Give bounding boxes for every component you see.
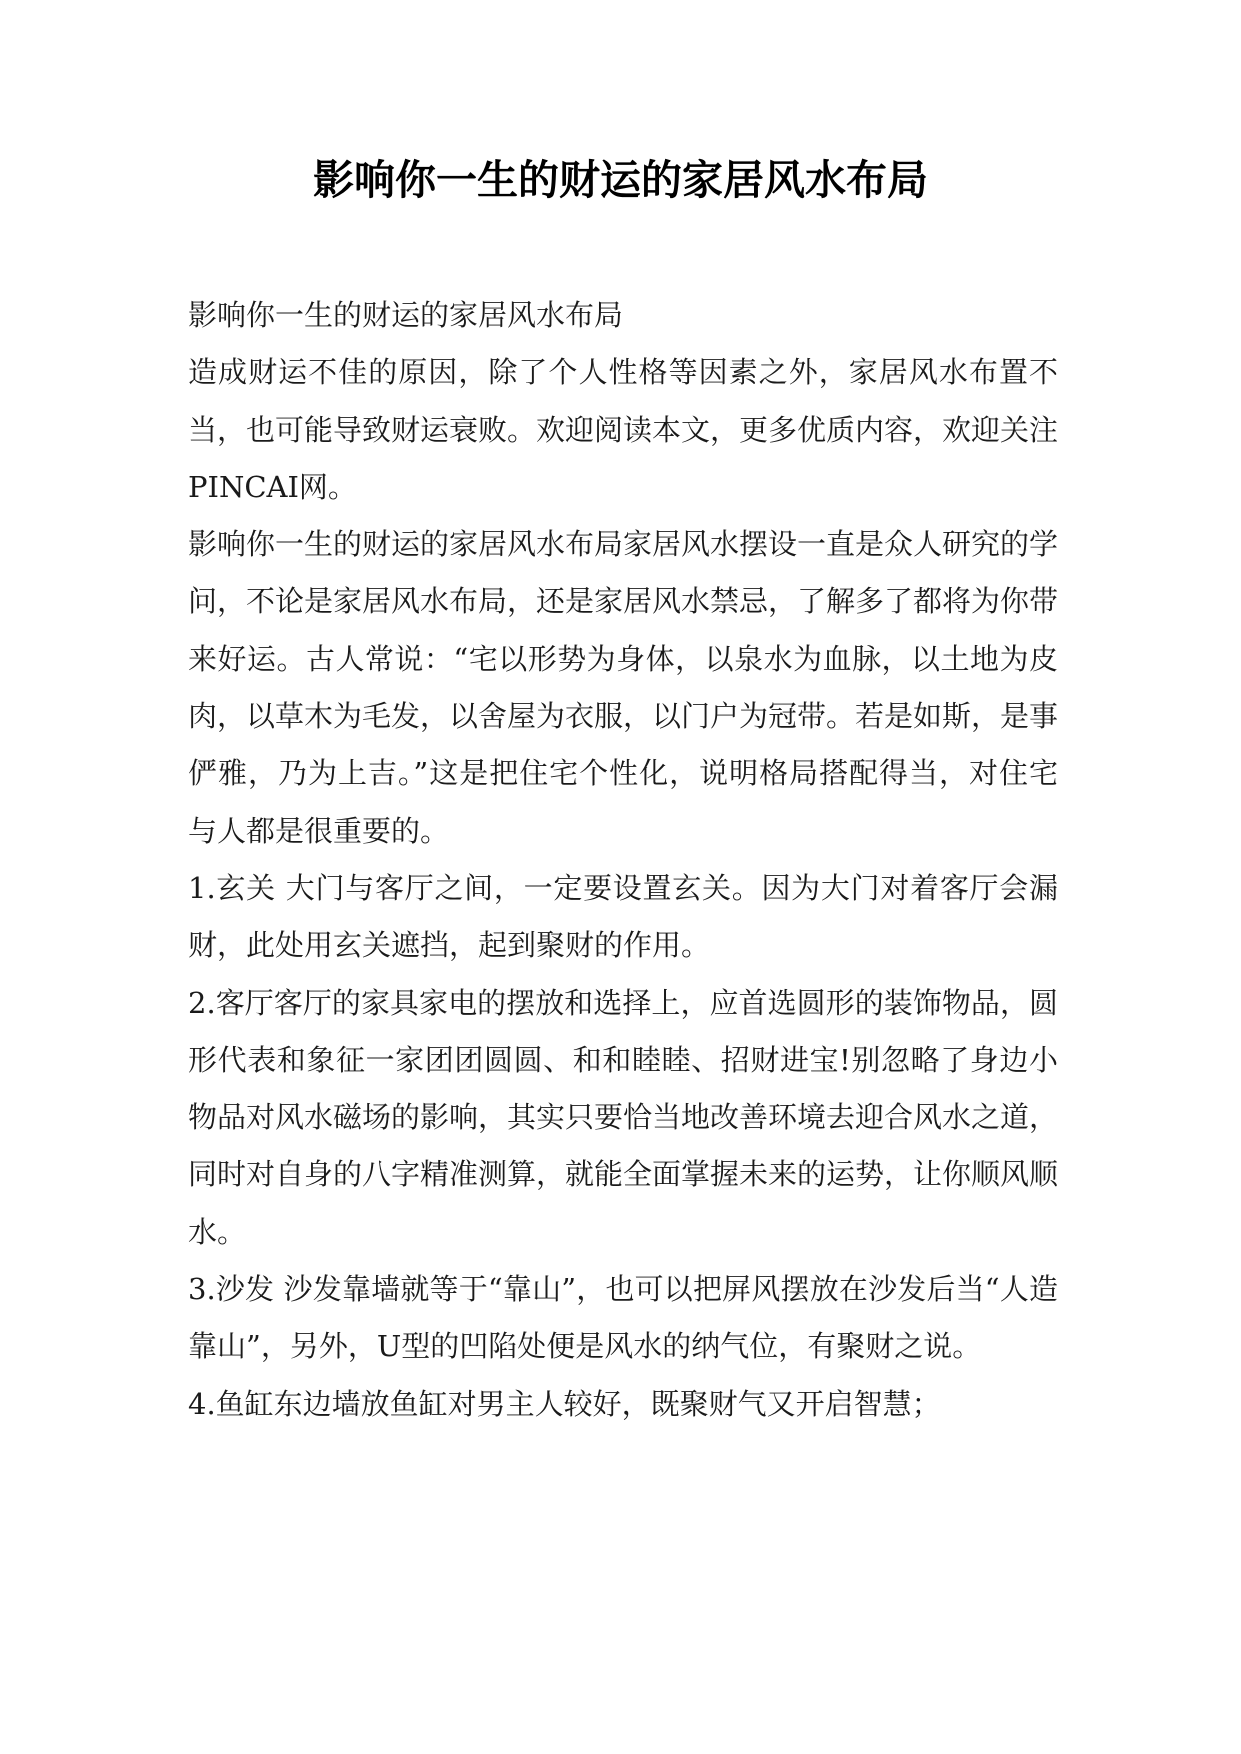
paragraph-item-1: 1.玄关 大门与客厅之间，一定要设置玄关。因为大门对着客厅会漏财，此处用玄关遮挡，起到聚财的作用。 [188,870,1058,963]
paragraph-item-3: 3.沙发 沙发靠墙就等于“靠山”，也可以把屏风摆放在沙发后当“人造靠山”，另外，U型的凹陷处便是风水的纳气位，有聚财之说。 [188,1272,1058,1364]
paragraph-intro: 造成财运不佳的原因，除了个人性格等因素之外，家居风水布置不当，也可能导致财运衰败。欢迎阅读本文，更多优质内容，欢迎关注PINCAI网。 [188,355,1059,504]
paragraph-overview: 影响你一生的财运的家居风水布局家居风水摆设一直是众人研究的学问，不论是家居风水布局，还是家居风水禁忌，了解多了都将为你带来好运。古人常说：“宅以形势为身体，以泉水为血脉，以土地为皮肉，以草木为毛发，以舍屋为衣服，以门户为冠带。若是如斯，是事俨雅，乃为上吉。”这是把住宅个性化，说明格局搭配得当，对住宅与人都是很重要的。 [188,527,1059,848]
paragraph-subtitle: 影响你一生的财运的家居风水布局 [188,298,624,332]
paragraph-item-2: 2.客厅客厅的家具家电的摆放和选择上，应首选圆形的装饰物品，圆形代表和象征一家团团圆圆、和和睦睦、招财进宝!别忽略了身边小物品对风水磁场的影响，其实只要恰当地改善环境去迎合风水之道，同时对自身的八字精准测算，就能全面掌握未来的运势，让你顺风顺水。 [188,985,1059,1249]
document-title: 影响你一生的财运的家居风水布局 [313,156,928,204]
paragraph-item-4: 4.鱼缸东边墙放鱼缸对男主人较好，既聚财气又开启智慧； [188,1386,941,1421]
document-body [188,287,1058,1433]
